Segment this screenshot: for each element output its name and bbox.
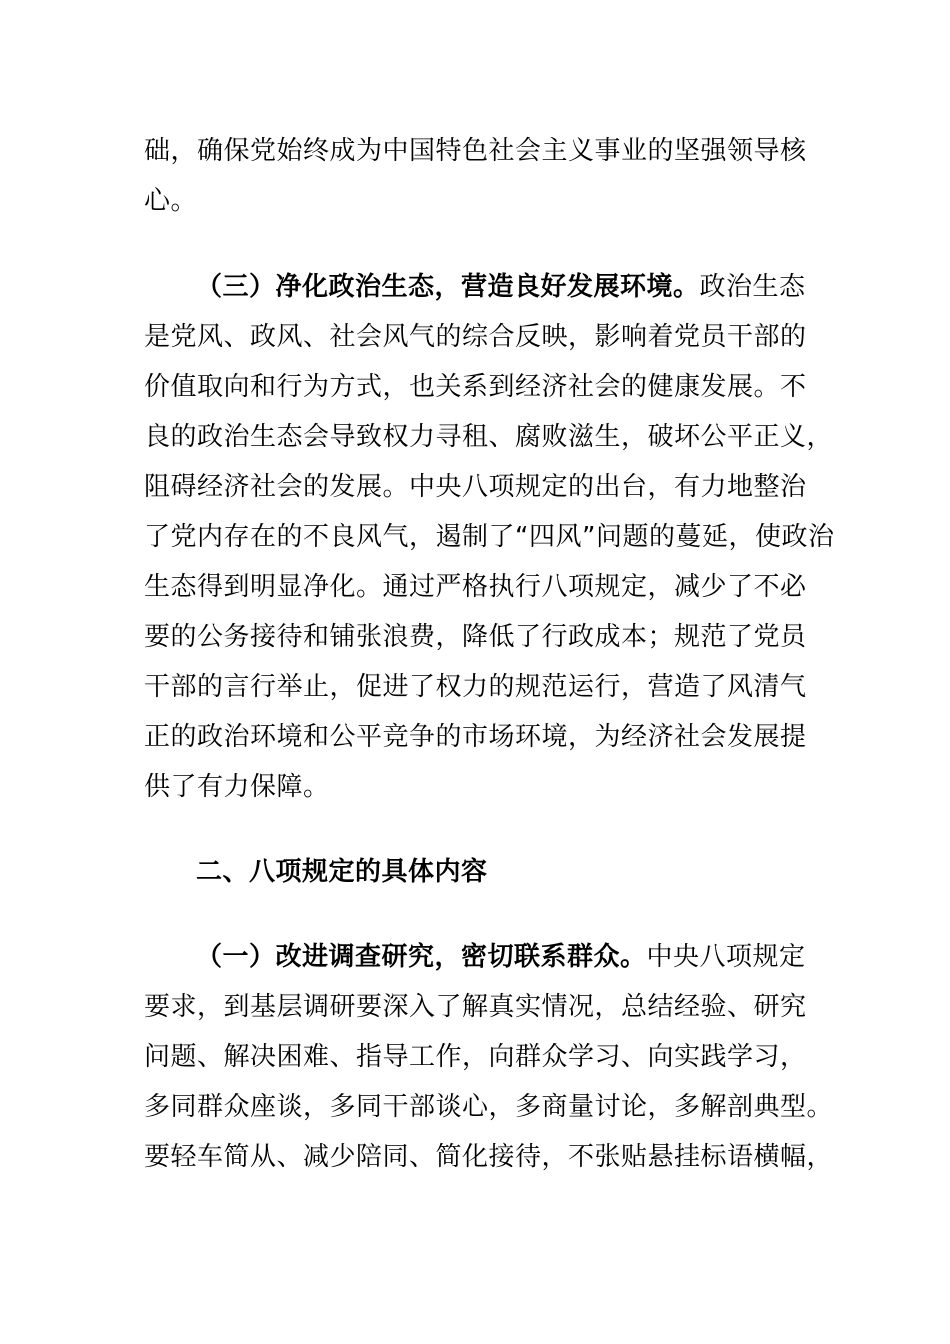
text-line: 问题、解决困难、指导工作，向群众学习、向实践学习， bbox=[144, 1042, 807, 1072]
text-line: 要的公务接待和铺张浪费，降低了行政成本；规范了党员 bbox=[144, 622, 807, 652]
text-line: 是党风、政风、社会风气的综合反映，影响着党员干部的 bbox=[144, 322, 807, 352]
text-line: 供了有力保障。 bbox=[144, 772, 330, 802]
text-line: 了党内存在的不良风气，遏制了“四风”问题的蔓延，使政治 bbox=[144, 522, 835, 552]
text-line: 阻碍经济社会的发展。中央八项规定的出台，有力地整治 bbox=[144, 472, 807, 502]
section-heading: 二、八项规定的具体内容 bbox=[196, 857, 488, 887]
text-line: 要轻车简从、减少陪同、简化接待，不张贴悬挂标语横幅， bbox=[144, 1142, 834, 1172]
paragraph-heading: （一）改进调查研究，密切联系群众。 bbox=[196, 942, 647, 972]
text-line: 正的政治环境和公平竞争的市场环境，为经济社会发展提 bbox=[144, 722, 807, 752]
paragraph-text: 中央八项规定 bbox=[646, 942, 806, 972]
paragraph-heading: （三）净化政治生态，营造良好发展环境。 bbox=[196, 272, 700, 302]
text-line: 生态得到明显净化。通过严格执行八项规定，减少了不必 bbox=[144, 572, 807, 602]
text-line: 要求，到基层调研要深入了解真实情况，总结经验、研究 bbox=[144, 992, 807, 1022]
paragraph-text: 政治生态 bbox=[699, 272, 806, 302]
text-line: 多同群众座谈，多同干部谈心，多商量讨论，多解剖典型。 bbox=[144, 1092, 834, 1122]
paragraph-heading-line bbox=[196, 272, 806, 302]
text-line: 价值取向和行为方式，也关系到经济社会的健康发展。不 bbox=[144, 372, 807, 402]
text-line: 良的政治生态会导致权力寻租、腐败滋生，破坏公平正义， bbox=[144, 422, 834, 452]
paragraph-heading-line bbox=[196, 942, 806, 972]
text-line: 干部的言行举止，促进了权力的规范运行，营造了风清气 bbox=[144, 672, 807, 702]
text-line: 础，确保党始终成为中国特色社会主义事业的坚强领导核 bbox=[144, 136, 807, 166]
text-line: 心。 bbox=[144, 186, 198, 216]
